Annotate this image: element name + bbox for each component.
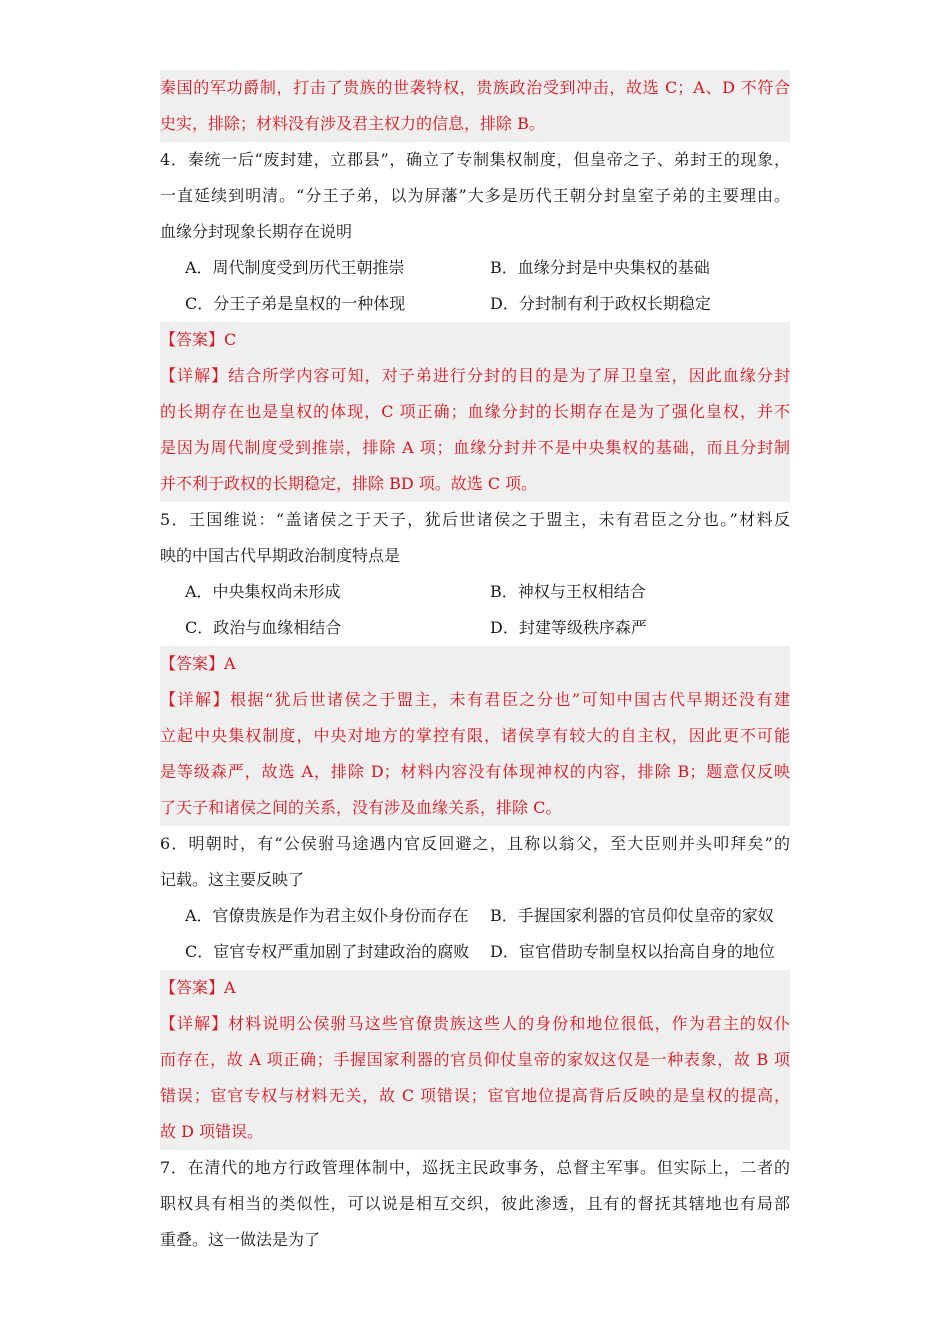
question-stem-line: 重叠。这一做法是为了 [160, 1230, 321, 1249]
detail-line: 了天子和诸侯之间的关系，没有涉及血缘关系，排除 C。 [160, 798, 562, 817]
detail-line: 立起中央集权制度，中央对地方的掌控有限，诸侯享有较大的自主权，因此更不可能 [160, 726, 790, 745]
answer-explanation [160, 646, 790, 826]
option-d: D．宦官借助专制皇权以抬高自身的地位 [490, 942, 775, 961]
answer-explanation [160, 322, 790, 502]
question-stem-line: 一直延续到明清。“分王子弟，以为屏藩”大多是历代王朝分封皇室子弟的主要理由。 [160, 186, 790, 205]
detail-line: 的长期存在也是皇权的体现，C 项正确；血缘分封的长期存在是为了强化皇权，并不 [160, 402, 790, 421]
detail-line: 【详解】根据“犹后世诸侯之于盟主，未有君臣之分也”可知中国古代早期还没有建 [160, 690, 790, 709]
detail-line: 【详解】材料说明公侯驸马这些官僚贵族这些人的身份和地位很低，作为君主的奴仆 [160, 1014, 790, 1033]
carryover-line: 史实，排除；材料没有涉及君主权力的信息，排除 B。 [160, 114, 545, 133]
detail-line: 故 D 项错误。 [160, 1122, 264, 1141]
carryover-line: 秦国的军功爵制，打击了贵族的世袭特权，贵族政治受到冲击，故选 C；A、D 不符合 [160, 78, 790, 97]
question-stem-line: 职权具有相当的类似性，可以说是相互交织，彼此渗透，且有的督抚其辖地也有局部 [160, 1194, 790, 1213]
option-c: C．分王子弟是皇权的一种体现 [185, 294, 406, 313]
option-b: B．手握国家利器的官员仰仗皇帝的家奴 [490, 906, 774, 925]
option-b: B．神权与王权相结合 [490, 582, 646, 601]
question-stem-line: 映的中国古代早期政治制度特点是 [160, 546, 401, 565]
options-list [160, 898, 790, 970]
answer-line: 【答案】A [160, 978, 236, 997]
options-list [160, 250, 790, 322]
question-stem-line: 5．王国维说：“盖诸侯之于天子，犹后世诸侯之于盟主，未有君臣之分也。”材料反 [160, 510, 790, 529]
answer-line: 【答案】C [160, 330, 237, 349]
option-a: A．周代制度受到历代王朝推崇 [185, 258, 405, 277]
option-d: D．封建等级秩序森严 [490, 618, 647, 637]
detail-line: 是因为周代制度受到推崇，排除 A 项；血缘分封并不是中央集权的基础，而且分封制 [160, 438, 790, 457]
detail-line: 并不利于政权的长期稳定，排除 BD 项。故选 C 项。 [160, 474, 538, 493]
option-c: C．政治与血缘相结合 [185, 618, 342, 637]
question-4 [160, 142, 790, 502]
option-a: A．官僚贵族是作为君主奴仆身份而存在 [185, 906, 469, 925]
option-b: B．血缘分封是中央集权的基础 [490, 258, 710, 277]
question-stem-line: 血缘分封现象长期存在说明 [160, 222, 353, 241]
answer-line: 【答案】A [160, 654, 236, 673]
detail-line: 而存在，故 A 项正确；手握国家利器的官员仰仗皇帝的家奴这仅是一种表象，故 B 项 [160, 1050, 790, 1069]
option-c: C．宦官专权严重加剧了封建政治的腐败 [185, 942, 470, 961]
carryover-explanation [160, 70, 790, 142]
document-page [160, 70, 790, 1258]
detail-line: 错误；宦官专权与材料无关，故 C 项错误；宦官地位提高背后反映的是皇权的提高， [160, 1086, 790, 1105]
question-7 [160, 1150, 790, 1258]
option-a: A．中央集权尚未形成 [185, 582, 341, 601]
options-list [160, 574, 790, 646]
question-5 [160, 502, 790, 826]
answer-explanation [160, 970, 790, 1150]
question-stem-line: 7．在清代的地方行政管理体制中，巡抚主民政事务，总督主军事。但实际上，二者的 [160, 1158, 790, 1177]
question-stem-line: 6．明朝时，有“公侯驸马途遇内官反回避之，且称以翁父，至大臣则并头叩拜矣”的 [160, 834, 790, 853]
question-stem-line: 记载。这主要反映了 [160, 870, 305, 889]
detail-line: 【详解】结合所学内容可知，对子弟进行分封的目的是为了屏卫皇室，因此血缘分封 [160, 366, 790, 385]
question-stem-line: 4．秦统一后“废封建，立郡县”，确立了专制集权制度，但皇帝之子、弟封王的现象， [160, 150, 790, 169]
question-6 [160, 826, 790, 1150]
option-d: D．分封制有利于政权长期稳定 [490, 294, 711, 313]
detail-line: 是等级森严，故选 A，排除 D；材料内容没有体现神权的内容，排除 B；题意仅反映 [160, 762, 790, 781]
